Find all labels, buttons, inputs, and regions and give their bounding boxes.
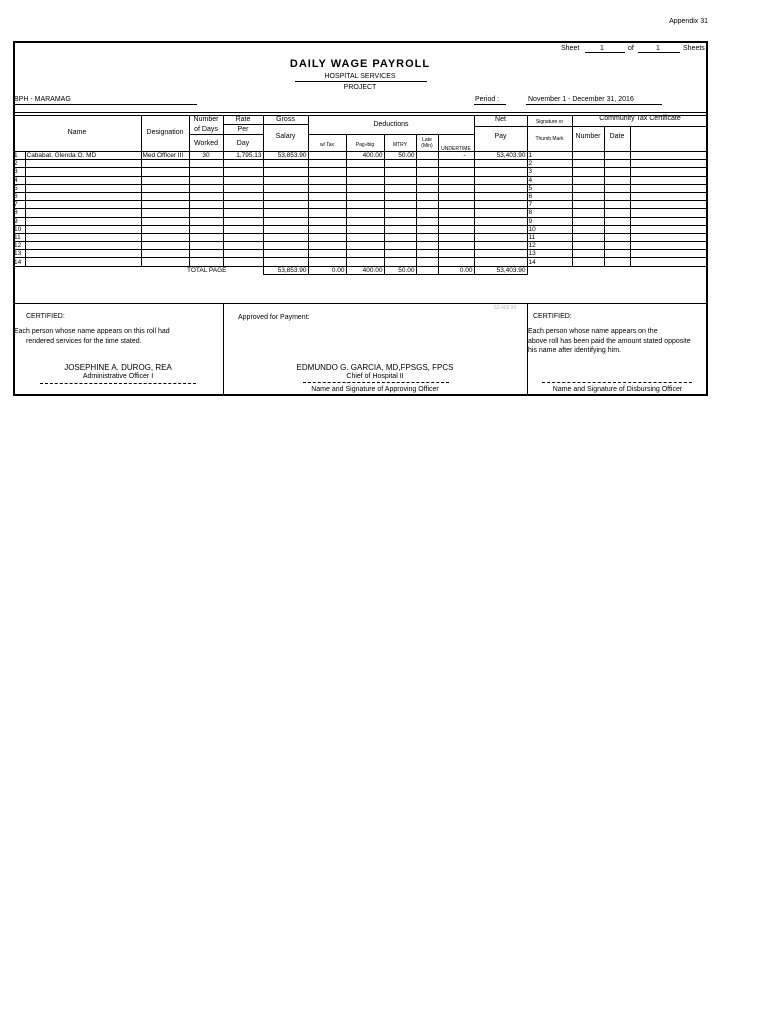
cell-gross [263,217,308,225]
cell-extra [630,176,708,184]
approval-signer: EDMUNDO G. GARCIA, MD,FPSGS, FPCS [296,363,454,372]
cell-ctc-number [572,233,604,241]
cell-sig-no: 12 [527,242,572,250]
header-mtry: MTRY [392,142,408,148]
subtitle: HOSPITAL SERVICES [324,73,396,80]
cell-mtry [384,201,416,209]
cell-undertime [438,250,474,258]
totals-gross: 53,853.90 [263,266,308,274]
cell-gross [263,233,308,241]
cell-undertime [438,160,474,168]
cell-extra [630,258,708,266]
period-value: November 1 - December 31, 2016 [528,96,634,103]
cert-left-heading: CERTIFIED: [26,313,65,320]
table-row [13,160,708,168]
cell-days [189,217,223,225]
table-row [13,217,708,225]
cell-designation [141,201,189,209]
cell-ctc-date [604,250,630,258]
header-name: Name [67,129,87,136]
cell-net [474,233,527,241]
totals-undertime: 0.00 [438,266,474,274]
cell-name [25,192,141,200]
cell-days [189,168,223,176]
header-ctc-date: Date [609,133,625,140]
cell-sig-no: 3 [527,168,572,176]
cell-pagibig [346,225,384,233]
cell-no: 10 [13,225,25,233]
cell-wtax [308,250,346,258]
cell-mtry [384,233,416,241]
cell-sig-no: 8 [527,209,572,217]
cell-extra [630,209,708,217]
cell-extra [630,192,708,200]
cell-no: 12 [13,242,25,250]
cell-days [189,176,223,184]
cell-mtry [384,176,416,184]
cell-no: 3 [13,168,25,176]
cell-designation [141,242,189,250]
cell-wtax [308,152,346,160]
payroll-table [13,151,708,275]
cell-days: 30 [189,152,223,160]
cell-pagibig [346,160,384,168]
cell-undertime [438,209,474,217]
cell-name [25,168,141,176]
cell-sig-no: 7 [527,201,572,209]
cell-days [189,209,223,217]
cell-mtry [384,160,416,168]
cell-days [189,192,223,200]
cell-late [416,233,438,241]
cell-pagibig [346,192,384,200]
cell-name: Cababat, Glenda O. MD [25,152,141,160]
cell-extra [630,160,708,168]
cell-wtax [308,233,346,241]
cell-undertime [438,176,474,184]
project-label: PROJECT [343,84,377,91]
cell-net [474,209,527,217]
cell-sig-no: 2 [527,160,572,168]
cell-days [189,242,223,250]
cell-no: 11 [13,233,25,241]
cell-pagibig [346,242,384,250]
appendix-label: Appendix 31 [669,18,708,25]
cell-name [25,176,141,184]
cell-undertime: - [438,152,474,160]
cell-undertime [438,184,474,192]
cell-no: 5 [13,184,25,192]
cell-mtry [384,258,416,266]
cell-sig-no: 4 [527,176,572,184]
header-ctc-number: Number [575,133,601,140]
header-days-1: Number [193,116,219,123]
cell-name [25,184,141,192]
header-rate-2: Per [237,126,249,133]
faint-total: 53,403.90 [494,305,517,311]
cell-gross [263,225,308,233]
cell-net: 53,403.90 [474,152,527,160]
header-rate-3: Day [236,140,250,147]
cell-net [474,184,527,192]
cell-net [474,201,527,209]
totals-wtax: 0.00 [308,266,346,274]
cell-ctc-number [572,225,604,233]
cell-net [474,192,527,200]
cell-days [189,233,223,241]
cell-sig-no: 9 [527,217,572,225]
cell-ctc-date [604,152,630,160]
cell-designation [141,168,189,176]
cell-gross [263,258,308,266]
period-label: Period : [475,96,500,103]
cell-extra [630,168,708,176]
cell-pagibig [346,233,384,241]
cell-undertime [438,201,474,209]
header-late-2: (Min) [421,143,433,149]
cell-late [416,201,438,209]
cell-extra [630,250,708,258]
cell-pagibig [346,176,384,184]
cell-designation [141,209,189,217]
cell-extra [630,152,708,160]
cell-name [25,233,141,241]
totals-net: 53,403.90 [474,266,527,274]
cell-ctc-date [604,258,630,266]
cell-sig-no: 11 [527,233,572,241]
cell-ctc-date [604,225,630,233]
cert-right-heading: CERTIFIED: [533,313,572,320]
cell-designation [141,192,189,200]
cell-ctc-date [604,176,630,184]
cell-days [189,250,223,258]
cell-wtax [308,201,346,209]
cell-wtax [308,176,346,184]
cell-net [474,168,527,176]
cert-left-line1: Each person whose name appears on this roll had [14,328,170,335]
cell-late [416,160,438,168]
cell-sig-no: 10 [527,225,572,233]
cell-net [474,250,527,258]
cert-left-position: Administrative Officer I [82,373,154,380]
cell-sig-no: 13 [527,250,572,258]
cell-designation [141,160,189,168]
cell-undertime [438,168,474,176]
cell-pagibig [346,168,384,176]
cell-name [25,160,141,168]
header-sig-1: Signature or [535,119,564,125]
table-row [13,250,708,258]
table-row [13,242,708,250]
cell-pagibig [346,258,384,266]
cell-late [416,225,438,233]
cell-no: 7 [13,201,25,209]
table-row [13,192,708,200]
cell-extra [630,242,708,250]
cell-rate [223,201,263,209]
cell-gross [263,242,308,250]
table-row [13,201,708,209]
cell-undertime [438,217,474,225]
cell-no: 6 [13,192,25,200]
cell-rate [223,168,263,176]
cell-days [189,201,223,209]
sheet-of-label: of [628,45,634,52]
cert-right-line3: his name after identifying him. [528,347,621,354]
cell-ctc-date [604,184,630,192]
cell-mtry [384,184,416,192]
cell-designation [141,217,189,225]
cell-undertime [438,192,474,200]
cell-ctc-number [572,209,604,217]
cell-extra [630,233,708,241]
cell-net [474,217,527,225]
cell-ctc-number [572,184,604,192]
cell-no: 13 [13,250,25,258]
cell-gross [263,184,308,192]
header-gross-2: Salary [275,133,296,140]
cell-rate [223,209,263,217]
cell-gross: 53,853.90 [263,152,308,160]
cert-right-line2: above roll has been paid the amount stated opposite [528,338,691,345]
cell-days [189,225,223,233]
cell-no: 4 [13,176,25,184]
cell-ctc-date [604,192,630,200]
cell-name [25,225,141,233]
cell-sig-no: 14 [527,258,572,266]
cell-late [416,209,438,217]
header-deductions: Deductions [373,121,409,128]
cell-wtax [308,192,346,200]
cell-undertime [438,233,474,241]
cell-undertime [438,258,474,266]
sheet-suffix: Sheets [683,45,705,52]
cell-name [25,217,141,225]
cell-undertime [438,242,474,250]
cell-wtax [308,209,346,217]
cell-mtry [384,242,416,250]
cell-ctc-number [572,192,604,200]
header-undertime: UNDERTIME [441,146,471,152]
table-row [13,176,708,184]
cell-ctc-number [572,258,604,266]
cell-ctc-number [572,250,604,258]
sheet-number: 1 [600,45,604,52]
cell-rate [223,233,263,241]
cell-wtax [308,225,346,233]
cell-extra [630,225,708,233]
table-row [13,233,708,241]
table-row [13,258,708,266]
cert-right-line1: Each person whose name appears on the [528,328,658,335]
cell-name [25,201,141,209]
page-title: DAILY WAGE PAYROLL [289,58,431,70]
cell-designation: Med Officer III [141,152,189,160]
header-ctc: Community Tax Certificate [599,115,681,122]
cell-ctc-number [572,168,604,176]
cell-rate [223,258,263,266]
header-designation: Designation [146,129,184,136]
header-gross-1: Gross [276,116,295,123]
cell-ctc-number [572,242,604,250]
cell-no: 14 [13,258,25,266]
table-row [13,225,708,233]
cell-ctc-date [604,209,630,217]
cell-ctc-date [604,160,630,168]
cell-mtry [384,168,416,176]
sheet-total: 1 [656,45,660,52]
approval-position: Chief of Hospital II [346,373,404,380]
cell-days [189,258,223,266]
cell-no: 9 [13,217,25,225]
table-row [13,209,708,217]
sheet-label: Sheet [561,45,580,52]
cell-no: 2 [13,160,25,168]
cert-left-signer: JOSEPHINE A. DUROG, REA [64,363,172,372]
cell-mtry [384,250,416,258]
cell-name [25,258,141,266]
cell-undertime [438,225,474,233]
cell-pagibig: 400.00 [346,152,384,160]
totals-label: TOTAL PAGE [13,266,263,274]
cell-sig-no: 5 [527,184,572,192]
cell-late [416,250,438,258]
cell-rate [223,242,263,250]
cell-wtax [308,242,346,250]
cell-name [25,242,141,250]
cell-designation [141,225,189,233]
cell-extra [630,201,708,209]
cell-designation [141,258,189,266]
table-row [13,184,708,192]
cell-rate [223,250,263,258]
totals-pagibig: 400.00 [346,266,384,274]
cell-gross [263,176,308,184]
cell-net [474,225,527,233]
cell-designation [141,250,189,258]
header-net-1: Net [495,116,506,123]
cell-ctc-number [572,201,604,209]
header-net-2: Pay [494,133,507,140]
cell-net [474,176,527,184]
cell-rate [223,217,263,225]
approval-heading: Approved for Payment: [238,314,310,321]
header-days-3: Worked [194,140,218,147]
cell-late [416,176,438,184]
cell-no: 1 [13,152,25,160]
approval-caption: Name and Signature of Approving Officer [311,386,439,393]
cell-designation [141,233,189,241]
cell-gross [263,250,308,258]
header-pagibig: Pag-ibig [355,142,375,148]
cell-pagibig [346,184,384,192]
cell-late [416,217,438,225]
cell-designation [141,176,189,184]
cell-rate [223,192,263,200]
cell-mtry [384,225,416,233]
cell-pagibig [346,217,384,225]
cell-gross [263,160,308,168]
cell-wtax [308,258,346,266]
cell-ctc-number [572,160,604,168]
totals-row [13,266,708,274]
cell-extra [630,217,708,225]
cell-sig-no: 6 [527,192,572,200]
table-row [13,168,708,176]
table-row [13,152,708,160]
cell-gross [263,201,308,209]
cell-net [474,258,527,266]
cell-ctc-number [572,176,604,184]
cell-ctc-number [572,217,604,225]
cell-rate [223,184,263,192]
cell-designation [141,184,189,192]
cell-late [416,242,438,250]
cell-days [189,160,223,168]
cell-mtry [384,209,416,217]
cell-net [474,160,527,168]
cell-wtax [308,168,346,176]
cell-mtry [384,217,416,225]
header-sig-2: Thumb Mark [535,136,564,142]
cell-rate [223,176,263,184]
cell-ctc-date [604,242,630,250]
office-name: BPH - MARAMAG [14,96,71,103]
cell-late [416,168,438,176]
cell-rate: 1,795.13 [223,152,263,160]
cell-sig-no: 1 [527,152,572,160]
cell-pagibig [346,201,384,209]
cell-gross [263,192,308,200]
cell-rate [223,225,263,233]
cert-right-caption: Name and Signature of Disbursing Officer [552,386,683,393]
cert-left-line2: rendered services for the time stated. [26,338,142,345]
cell-late [416,258,438,266]
cell-late [416,184,438,192]
cell-gross [263,168,308,176]
cell-wtax [308,160,346,168]
cell-ctc-number [572,152,604,160]
cell-name [25,209,141,217]
cell-late [416,152,438,160]
totals-mtry: 50.00 [384,266,416,274]
header-days-2: of Days [194,126,218,133]
cell-mtry [384,192,416,200]
cell-days [189,184,223,192]
cell-pagibig [346,250,384,258]
cell-mtry: 50.00 [384,152,416,160]
header-rate-1: Rate [235,116,251,123]
cell-pagibig [346,209,384,217]
cell-extra [630,184,708,192]
cell-ctc-date [604,168,630,176]
cell-ctc-date [604,217,630,225]
cell-name [25,250,141,258]
cell-wtax [308,217,346,225]
cell-late [416,192,438,200]
cell-rate [223,160,263,168]
cell-ctc-date [604,233,630,241]
cell-ctc-date [604,201,630,209]
cell-wtax [308,184,346,192]
cell-no: 8 [13,209,25,217]
header-wtax: w/ Tax [319,142,335,148]
cell-net [474,242,527,250]
cell-gross [263,209,308,217]
header-late-1: Late [422,137,432,143]
